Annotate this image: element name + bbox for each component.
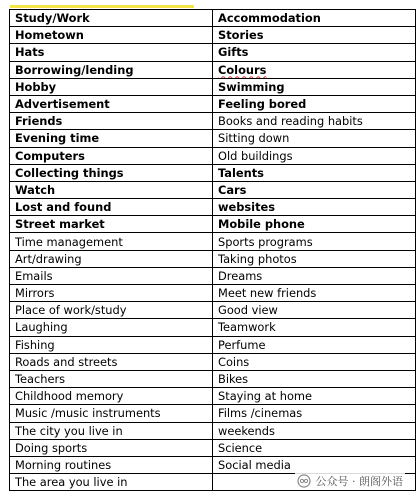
topic-label: Mirrors xyxy=(15,286,55,301)
topic-label: Morning routines xyxy=(15,457,112,472)
topic-label: Study/Work xyxy=(15,11,90,26)
topic-cell-right xyxy=(213,233,416,250)
topic-label: Street market xyxy=(15,217,105,232)
table-row xyxy=(10,147,416,164)
topic-label: Accommodation xyxy=(218,11,321,26)
topic-label: Bikes xyxy=(218,372,249,387)
topic-cell-left xyxy=(10,370,213,387)
topic-cell-right xyxy=(213,319,416,336)
table-row xyxy=(10,439,416,456)
topic-label: Fishing xyxy=(15,337,55,352)
table-row xyxy=(10,302,416,319)
topic-label: Place of work/study xyxy=(15,303,127,318)
table-row xyxy=(10,405,416,422)
topic-label: weekends xyxy=(218,423,275,438)
topic-label: Taking photos xyxy=(218,251,297,266)
watermark xyxy=(295,472,406,490)
topic-label: websites xyxy=(218,200,276,215)
topic-cell-left xyxy=(10,405,213,422)
topic-cell-right xyxy=(213,250,416,267)
topic-cell-right xyxy=(213,130,416,147)
topic-label: Teachers xyxy=(15,372,66,387)
topic-cell-right xyxy=(213,302,416,319)
topic-cell-right xyxy=(213,405,416,422)
topic-cell-left xyxy=(10,388,213,405)
topic-label: Advertisement xyxy=(15,97,110,112)
topic-cell-right xyxy=(213,10,416,27)
topic-cell-left xyxy=(10,302,213,319)
topic-cell-right xyxy=(213,216,416,233)
topic-label: Coins xyxy=(218,354,250,369)
table-row xyxy=(10,233,416,250)
topic-label: Mobile phone xyxy=(218,217,305,232)
topic-cell-right xyxy=(213,61,416,78)
topic-cell-left xyxy=(10,130,213,147)
topic-label: Evening time xyxy=(15,131,100,146)
topic-cell-left xyxy=(10,27,213,44)
table-row xyxy=(10,181,416,198)
topic-cell-right xyxy=(213,181,416,198)
table-row xyxy=(10,267,416,284)
topic-cell-right xyxy=(213,285,416,302)
topic-label: Teamwork xyxy=(218,320,276,335)
table-row xyxy=(10,456,416,473)
topic-label: Roads and streets xyxy=(15,354,118,369)
topic-label: Old buildings xyxy=(218,148,293,163)
topic-label: Colours xyxy=(218,62,267,77)
topic-cell-left xyxy=(10,181,213,198)
topic-cell-right xyxy=(213,370,416,387)
table-row xyxy=(10,336,416,353)
topic-cell-right xyxy=(213,388,416,405)
topic-cell-left xyxy=(10,336,213,353)
topic-label: Social media xyxy=(218,457,291,472)
topic-label: Good view xyxy=(218,303,278,318)
topic-cell-left xyxy=(10,474,213,491)
table-row xyxy=(10,250,416,267)
topic-label: Time management xyxy=(15,234,123,249)
topic-cell-left xyxy=(10,422,213,439)
table-row xyxy=(10,422,416,439)
table-row xyxy=(10,61,416,78)
topic-cell-right xyxy=(213,456,416,473)
topic-cell-right xyxy=(213,199,416,216)
topic-label: Art/drawing xyxy=(15,251,82,266)
topic-cell-right xyxy=(213,422,416,439)
topic-cell-left xyxy=(10,95,213,112)
topic-label: Borrowing/lending xyxy=(15,62,134,77)
table-row xyxy=(10,388,416,405)
topic-label: Watch xyxy=(15,182,56,197)
top-accent-bar xyxy=(10,5,194,8)
topic-label: The area you live in xyxy=(15,475,128,490)
topic-label: Meet new friends xyxy=(218,286,317,301)
table-row xyxy=(10,285,416,302)
topic-cell-left xyxy=(10,113,213,130)
table-row xyxy=(10,164,416,181)
topic-cell-right xyxy=(213,439,416,456)
topic-cell-left xyxy=(10,78,213,95)
topic-cell-right xyxy=(213,147,416,164)
topic-cell-left xyxy=(10,353,213,370)
topic-cell-left xyxy=(10,44,213,61)
topic-cell-left xyxy=(10,199,213,216)
table-row xyxy=(10,319,416,336)
topic-label: Sitting down xyxy=(218,131,290,146)
topic-cell-right xyxy=(213,27,416,44)
table-row xyxy=(10,27,416,44)
wechat-channel-icon xyxy=(297,474,311,488)
topics-table-body xyxy=(10,10,416,491)
topic-label: Stories xyxy=(218,28,264,43)
topic-cell-right xyxy=(213,95,416,112)
topic-label: Gifts xyxy=(218,45,249,60)
topic-cell-left xyxy=(10,319,213,336)
topic-cell-right xyxy=(213,353,416,370)
topic-label: Feeling bored xyxy=(218,97,307,112)
topic-label: Staying at home xyxy=(218,389,313,404)
topic-label: Books and reading habits xyxy=(218,114,363,129)
topic-label: Sports programs xyxy=(218,234,313,249)
topic-cell-right xyxy=(213,164,416,181)
topic-cell-left xyxy=(10,61,213,78)
topic-cell-left xyxy=(10,439,213,456)
topic-cell-left xyxy=(10,147,213,164)
topic-label: Talents xyxy=(218,165,264,180)
table-row xyxy=(10,10,416,27)
topic-label: Doing sports xyxy=(15,440,88,455)
topic-label: Hobby xyxy=(15,79,57,94)
topic-label: Friends xyxy=(15,114,63,129)
table-row xyxy=(10,130,416,147)
topic-cell-left xyxy=(10,285,213,302)
table-row xyxy=(10,113,416,130)
topic-cell-left xyxy=(10,10,213,27)
topic-label: Dreams xyxy=(218,268,263,283)
topic-cell-left xyxy=(10,216,213,233)
topic-cell-left xyxy=(10,456,213,473)
topic-cell-right xyxy=(213,44,416,61)
watermark-text: 公众号 · 朗阁外语 xyxy=(315,475,403,488)
table-row xyxy=(10,78,416,95)
topic-label: Perfume xyxy=(218,337,266,352)
topic-cell-left xyxy=(10,233,213,250)
topic-cell-right xyxy=(213,113,416,130)
topic-cell-left xyxy=(10,267,213,284)
table-row xyxy=(10,216,416,233)
topic-label: The city you live in xyxy=(15,423,123,438)
topics-table xyxy=(9,9,416,491)
topic-label: Collecting things xyxy=(15,165,124,180)
table-row xyxy=(10,95,416,112)
topic-label: Hometown xyxy=(15,28,84,43)
topic-label: Computers xyxy=(15,148,85,163)
topic-cell-right xyxy=(213,267,416,284)
topic-cell-left xyxy=(10,250,213,267)
topic-cell-right xyxy=(213,336,416,353)
topic-label: Laughing xyxy=(15,320,68,335)
topic-label: Music /music instruments xyxy=(15,406,161,421)
table-row xyxy=(10,370,416,387)
topic-label: Cars xyxy=(218,182,247,197)
topic-cell-left xyxy=(10,164,213,181)
topic-label: Childhood memory xyxy=(15,389,124,404)
topic-label: Swimming xyxy=(218,79,285,94)
topic-label: Lost and found xyxy=(15,200,112,215)
topic-label: Hats xyxy=(15,45,45,60)
topic-label: Films /cinemas xyxy=(218,406,303,421)
topic-cell-right xyxy=(213,78,416,95)
table-row xyxy=(10,353,416,370)
topic-label: Science xyxy=(218,440,263,455)
topic-label: Emails xyxy=(15,268,53,283)
table-row xyxy=(10,44,416,61)
table-row xyxy=(10,199,416,216)
